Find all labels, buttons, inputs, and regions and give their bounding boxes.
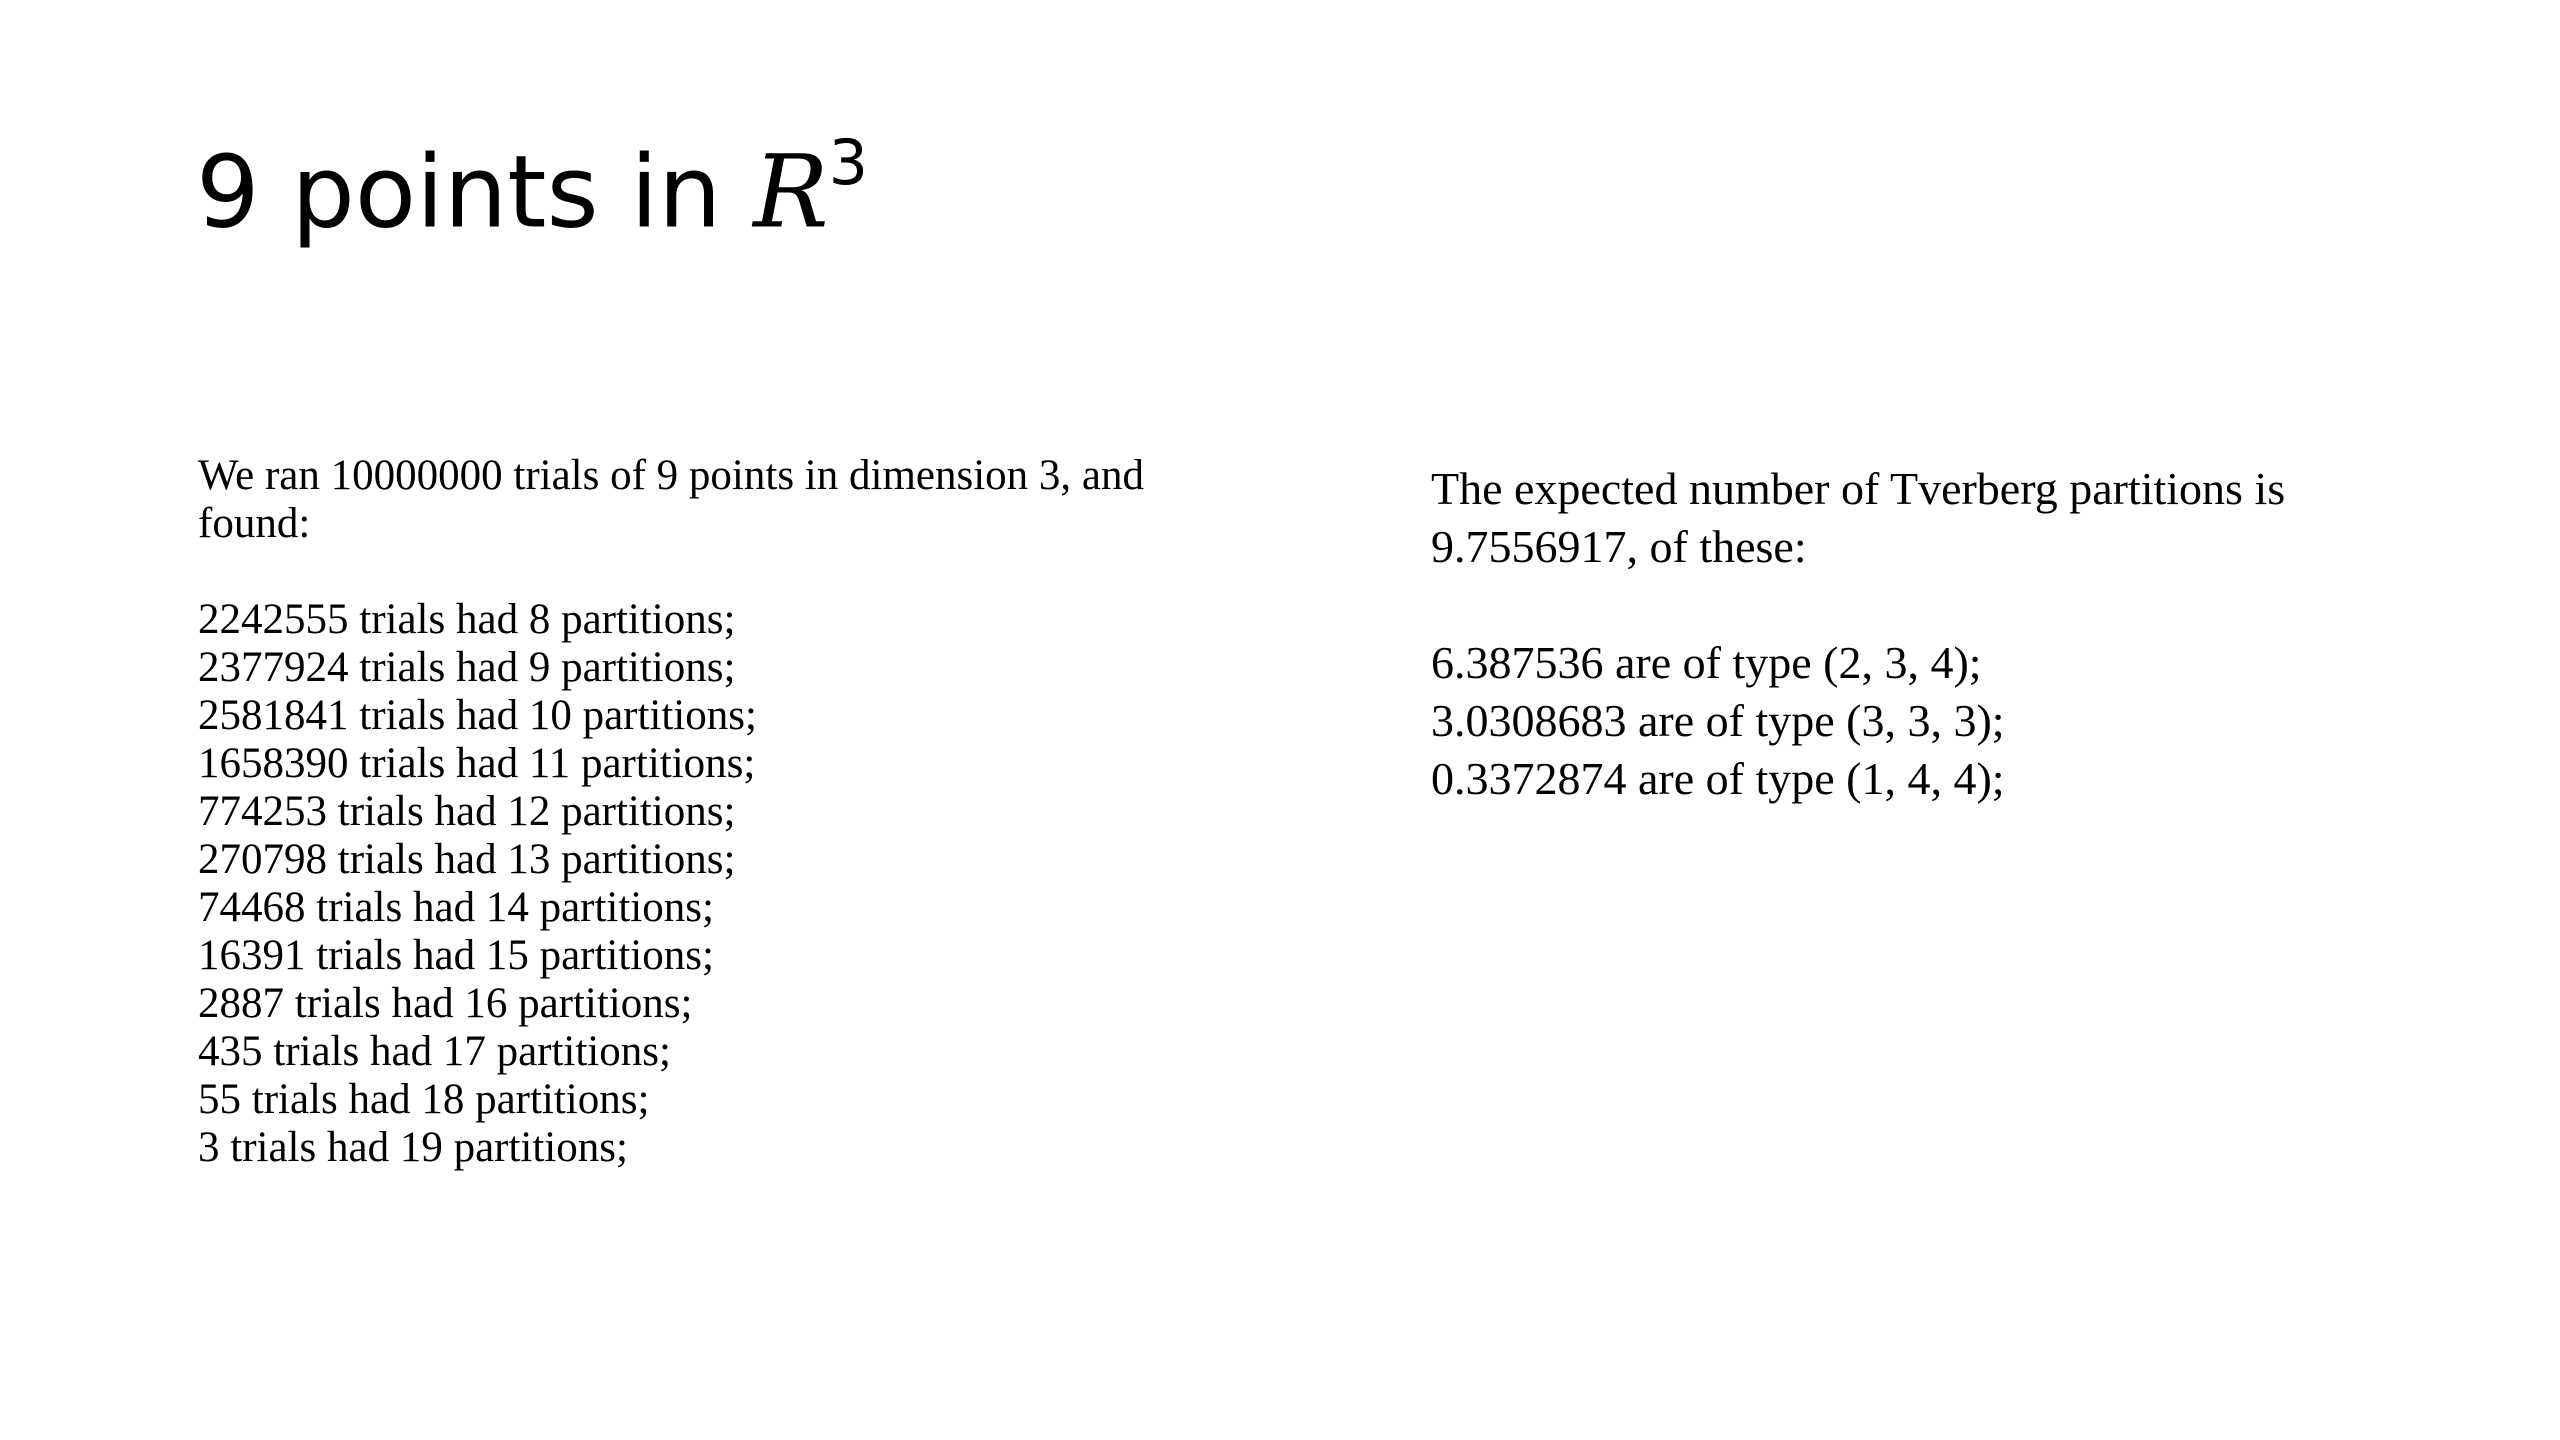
title-exponent: 3 bbox=[828, 126, 869, 199]
result-line: 1658390 trials had 11 partitions; bbox=[198, 740, 756, 787]
type-line: 3.0308683 are of type (3, 3, 3); bbox=[1431, 695, 2005, 746]
trials-column bbox=[198, 452, 1198, 1172]
paragraph-gap bbox=[1431, 576, 2431, 634]
result-line: 3 trials had 19 partitions; bbox=[198, 1124, 628, 1171]
result-line: 2887 trials had 16 partitions; bbox=[198, 980, 693, 1027]
type-line: 6.387536 are of type (2, 3, 4); bbox=[1431, 637, 1982, 688]
type-line: 0.3372874 are of type (1, 4, 4); bbox=[1431, 753, 2005, 804]
expectation-column bbox=[1431, 460, 2431, 808]
title-prefix: 9 points in bbox=[196, 133, 754, 251]
result-line: 2581841 trials had 10 partitions; bbox=[198, 692, 757, 739]
result-line: 2377924 trials had 9 partitions; bbox=[198, 644, 736, 691]
partition-types-list bbox=[1431, 634, 2431, 808]
result-line: 270798 trials had 13 partitions; bbox=[198, 836, 736, 883]
result-line: 2242555 trials had 8 partitions; bbox=[198, 596, 736, 643]
trials-intro: We ran 10000000 trials of 9 points in dimension 3, and found: bbox=[198, 452, 1144, 547]
result-line: 16391 trials had 15 partitions; bbox=[198, 932, 714, 979]
title-variable: R bbox=[753, 133, 829, 251]
result-line: 435 trials had 17 partitions; bbox=[198, 1028, 671, 1075]
trials-results-list bbox=[198, 596, 1198, 1172]
result-line: 774253 trials had 12 partitions; bbox=[198, 788, 736, 835]
result-line: 74468 trials had 14 partitions; bbox=[198, 884, 714, 931]
slide-title bbox=[196, 126, 869, 251]
expectation-intro: The expected number of Tverberg partitions is 9.7556917, of these: bbox=[1431, 463, 2286, 572]
paragraph-gap bbox=[198, 548, 1198, 596]
result-line: 55 trials had 18 partitions; bbox=[198, 1076, 650, 1123]
